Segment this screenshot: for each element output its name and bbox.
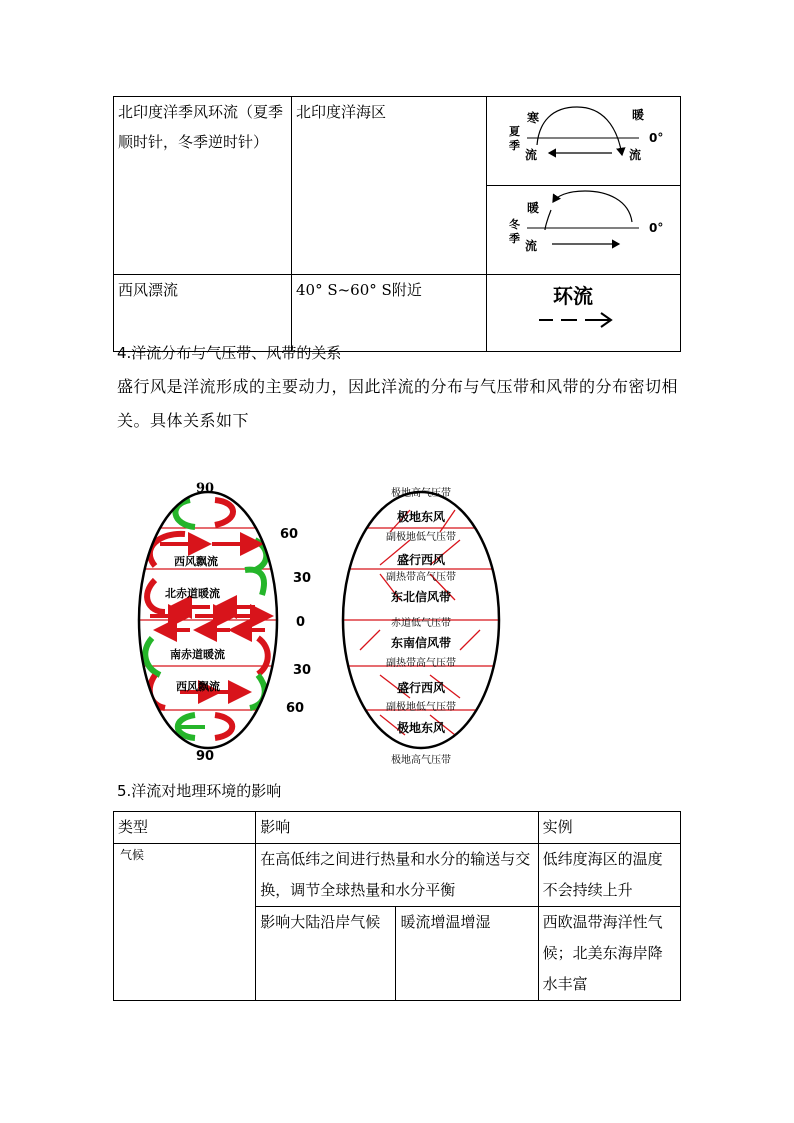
row2-effect-b-cell	[396, 907, 538, 1001]
type-climate-cell	[114, 844, 256, 1001]
band-subpolar-low-north: 副极地低气压带	[386, 532, 456, 543]
summer-season-char1: 夏	[508, 125, 520, 138]
current-south-equatorial: 南赤道暖流	[170, 648, 225, 661]
ocean-effects-table	[113, 811, 681, 1001]
row2-effect-b: 暖流增温增湿	[400, 913, 491, 931]
lat-30-north: 30	[293, 571, 312, 586]
band-equatorial-low: 赤道低气压带	[391, 618, 451, 629]
header-effect: 影响	[260, 818, 291, 836]
header-type-cell	[114, 812, 256, 844]
pressure-top-label: 极地高气压带	[391, 488, 451, 499]
row2-effect-a: 影响大陆沿岸气候	[260, 913, 381, 931]
band-subpolar-low-south: 副极地低气压带	[386, 702, 456, 713]
summer-flow-left: 流	[524, 148, 537, 162]
summer-cold-label: 寒	[526, 111, 539, 125]
winter-flow-label: 流	[524, 239, 537, 253]
monsoon-current-name: 北印度洋季风环流（夏季顺时针，冬季逆时针）	[118, 103, 284, 151]
header-example: 实例	[542, 818, 573, 836]
summer-circulation-diagram	[487, 97, 679, 181]
westerly-drift-name: 西风漂流	[118, 281, 179, 299]
band-polar-easterly-north: 极地东风	[396, 510, 446, 524]
current-diagram-left	[130, 481, 311, 764]
section5-heading: 5.洋流对地理环境的影响	[117, 782, 282, 800]
summer-zero-label: 0°	[648, 131, 664, 145]
current-north-equatorial: 北赤道暖流	[165, 587, 220, 600]
section4-paragraph: 盛行风是洋流形成的主要动力，因此洋流的分布与气压带和风带的分布密切相关。具体关系如下	[117, 377, 679, 430]
type-climate: 气候	[120, 848, 145, 862]
header-type: 类型	[118, 818, 149, 836]
westerly-drift-location-cell	[291, 275, 486, 352]
current-westerly-south: 西风飘流	[176, 680, 220, 693]
summer-season-char2: 季	[508, 139, 520, 152]
row1-example: 低纬度海区的温度不会持续上升	[542, 850, 663, 899]
lat-30-south: 30	[293, 663, 312, 678]
row2-example: 西欧温带海洋性气候；北美东海岸降水丰富	[542, 913, 663, 993]
band-westerlies-north: 盛行西风	[396, 553, 446, 567]
winter-season-char1: 冬	[508, 218, 520, 231]
westerly-drift-name-cell	[114, 275, 292, 352]
band-polar-easterly-south: 极地东风	[396, 721, 446, 735]
westerly-drift-location: 40° S~60° S附近	[295, 281, 422, 299]
band-se-trade: 东南信风带	[390, 636, 452, 650]
section4-heading: 4.洋流分布与气压带、风带的关系	[117, 344, 342, 362]
pressure-bottom-label: 极地高气压带	[391, 755, 451, 766]
header-example-cell	[538, 812, 680, 844]
lat-60-south: 60	[286, 701, 305, 716]
winter-zero-label: 0°	[648, 221, 664, 235]
monsoon-current-location-cell	[291, 97, 486, 275]
current-types-table	[113, 96, 681, 352]
lat-90-bottom: 90	[196, 749, 215, 764]
lat-0: 0	[296, 615, 306, 630]
summer-circulation-cell	[486, 97, 680, 186]
lat-60-north: 60	[280, 527, 299, 542]
row1-example-cell	[538, 844, 680, 907]
band-ne-trade: 东北信风带	[390, 590, 452, 604]
band-subtropical-high-north: 副热带高气压带	[386, 572, 456, 583]
winter-season-char2: 季	[508, 232, 520, 245]
monsoon-current-name-cell	[114, 97, 292, 275]
current-westerly-north: 西风飘流	[174, 555, 218, 568]
summer-warm-label: 暖	[631, 108, 644, 122]
winter-warm-label: 暖	[526, 201, 539, 215]
winter-circulation-cell	[486, 186, 680, 275]
row2-example-cell	[538, 907, 680, 1001]
header-effect-cell	[256, 812, 538, 844]
monsoon-current-location: 北印度洋海区	[295, 103, 386, 121]
row1-effect: 在高低纬之间进行热量和水分的输送与交换，调节全球热量和水分平衡	[260, 850, 531, 899]
row1-effect-cell	[256, 844, 538, 907]
winter-circulation-diagram	[487, 186, 679, 270]
westerly-circulation-label: 环流	[552, 284, 593, 308]
lat-90-top: 90	[196, 481, 215, 496]
summer-flow-right: 流	[628, 148, 641, 162]
currents-winds-diagram	[0, 470, 794, 770]
westerly-drift-diagram	[487, 275, 679, 347]
band-subtropical-high-south: 副热带高气压带	[386, 658, 456, 669]
band-westerlies-south: 盛行西风	[396, 681, 446, 695]
pressure-wind-diagram-right	[340, 486, 500, 766]
row2-effect-a-cell	[256, 907, 396, 1001]
westerly-drift-diagram-cell	[486, 275, 680, 352]
